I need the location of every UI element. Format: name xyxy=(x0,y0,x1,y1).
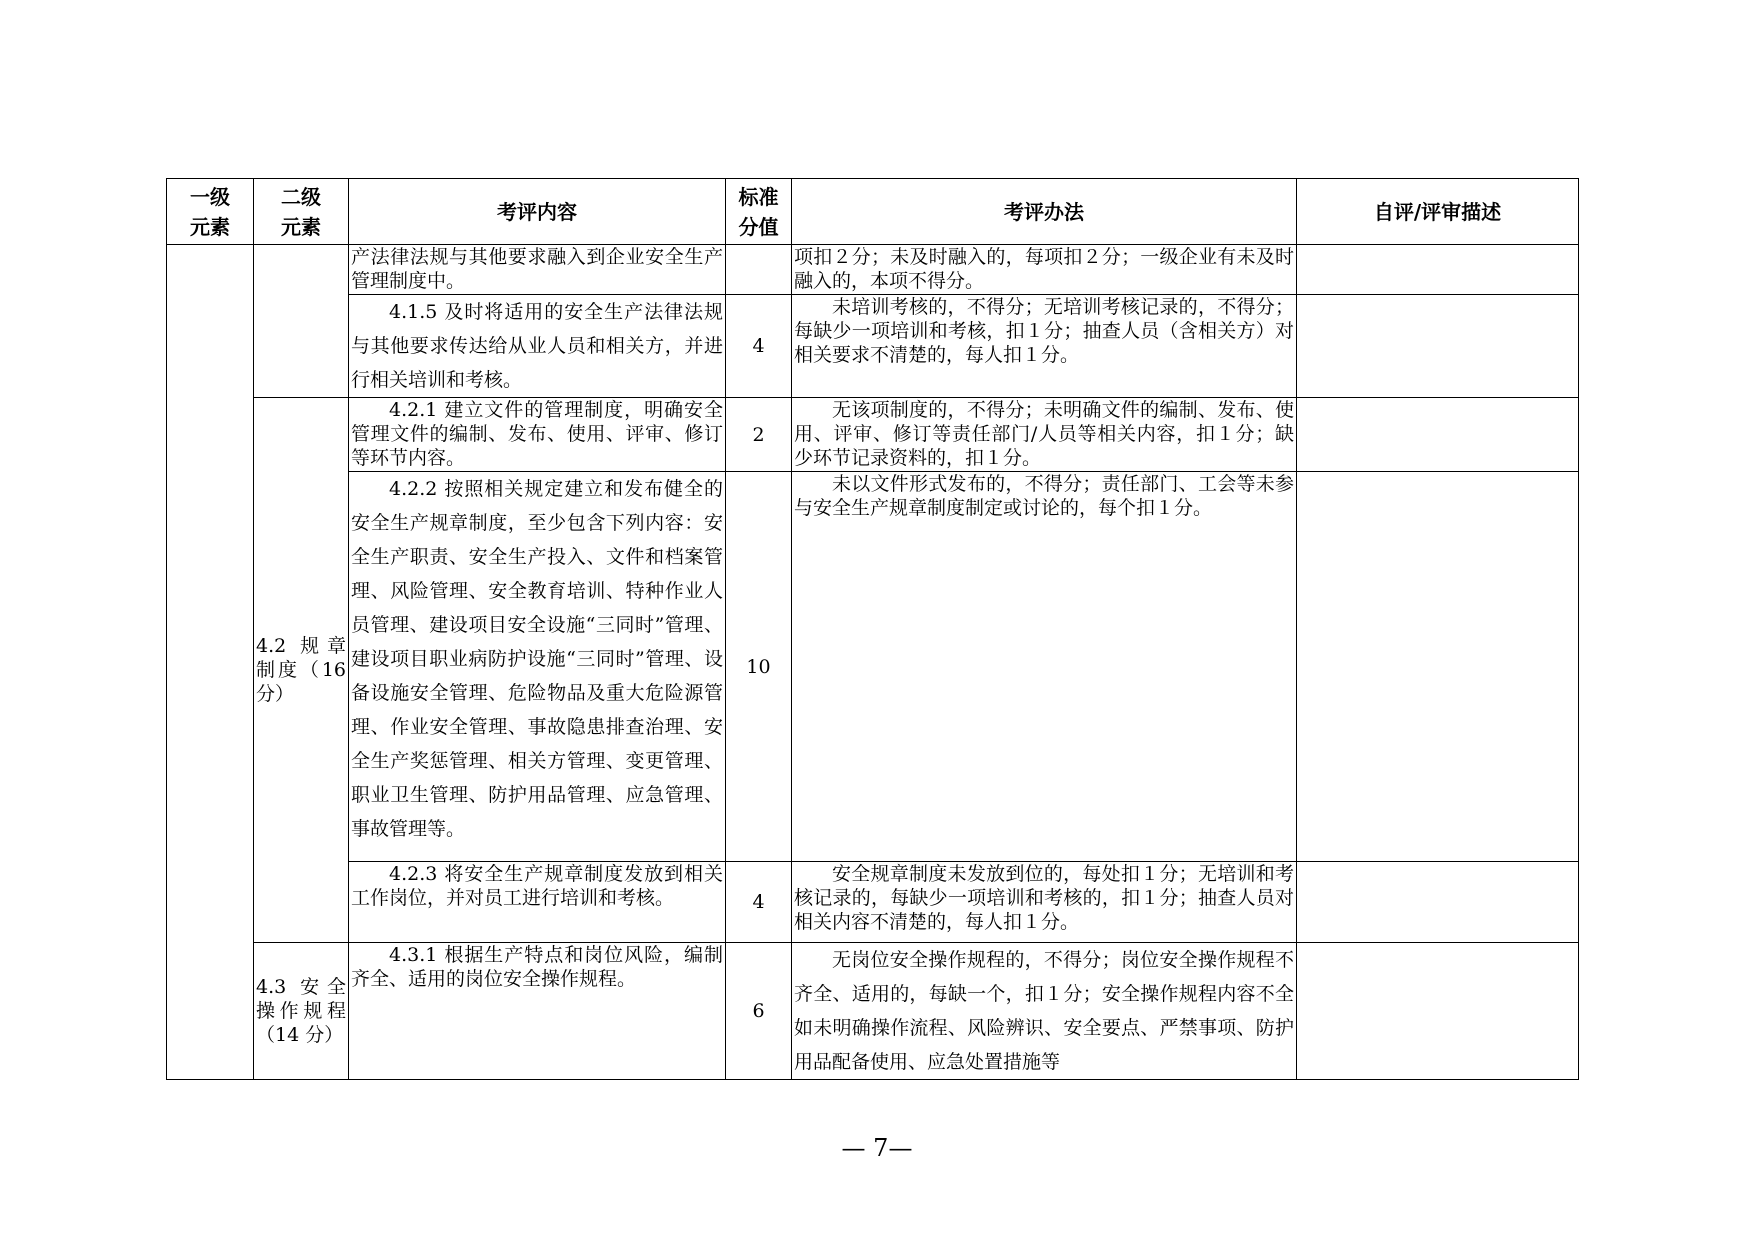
content-cell: 4.1.5 及时将适用的安全生产法律法规与其他要求传达给从业人员和相关方，并进行相关培训和考核。 xyxy=(349,295,726,398)
content-cell: 产法律法规与其他要求融入到企业安全生产管理制度中。 xyxy=(349,245,726,295)
header-level1: 一级 元素 xyxy=(167,179,254,245)
self-eval-cell xyxy=(1297,862,1579,943)
method-cell: 无岗位安全操作规程的，不得分；岗位安全操作规程不齐全、适用的，每缺一个，扣１分；安全操作规程内容不全如未明确操作流程、风险辨识、安全要点、严禁事项、防护用品配备使用、应急处置措施等 xyxy=(792,943,1297,1080)
score-cell: 2 xyxy=(726,398,792,472)
page-number: — 7— xyxy=(841,1134,913,1162)
method-cell: 安全规章制度未发放到位的，每处扣１分；无培训和考核记录的，每缺少一项培训和考核的，扣１分；抽查人员对相关内容不清楚的，每人扣１分。 xyxy=(792,862,1297,943)
score-cell xyxy=(726,245,792,295)
content-cell: 4.2.1 建立文件的管理制度，明确安全管理文件的编制、发布、使用、评审、修订等环节内容。 xyxy=(349,398,726,472)
table-row xyxy=(167,943,1579,1080)
content-cell: 4.2.2 按照相关规定建立和发布健全的安全生产规章制度，至少包含下列内容：安全生产职责、安全生产投入、文件和档案管理、风险管理、安全教育培训、特种作业人员管理、建设项目安全设施“三同时”管理、建设项目职业病防护设施“三同时”管理、设备设施安全管理、危险物品及重大危险源管理、作业安全管理、事故隐患排查治理、安全生产奖惩管理、相关方管理、变更管理、职业卫生管理、防护用品管理、应急管理、事故管理等。 xyxy=(349,472,726,862)
self-eval-cell xyxy=(1297,472,1579,862)
content-cell: 4.3.1 根据生产特点和岗位风险，编制齐全、适用的岗位安全操作规程。 xyxy=(349,943,726,1080)
header-level2: 二级 元素 xyxy=(254,179,349,245)
table-row xyxy=(167,295,1579,398)
score-cell: 10 xyxy=(726,472,792,862)
score-cell: 6 xyxy=(726,943,792,1080)
header-method: 考评办法 xyxy=(792,179,1297,245)
table-row xyxy=(167,398,1579,472)
self-eval-cell xyxy=(1297,398,1579,472)
header-score: 标准 分值 xyxy=(726,179,792,245)
level2-cell xyxy=(254,245,349,398)
level1-cell xyxy=(167,245,254,1080)
self-eval-cell xyxy=(1297,943,1579,1080)
self-eval-cell xyxy=(1297,295,1579,398)
method-cell: 未培训考核的，不得分；无培训考核记录的，不得分；每缺少一项培训和考核，扣１分；抽查人员（含相关方）对相关要求不清楚的，每人扣１分。 xyxy=(792,295,1297,398)
table-row xyxy=(167,245,1579,295)
self-eval-cell xyxy=(1297,245,1579,295)
evaluation-table xyxy=(166,178,1579,1080)
header-self-eval: 自评/评审描述 xyxy=(1297,179,1579,245)
score-cell: 4 xyxy=(726,862,792,943)
score-cell: 4 xyxy=(726,295,792,398)
method-cell: 未以文件形式发布的，不得分；责任部门、工会等未参与安全生产规章制度制定或讨论的，每个扣１分。 xyxy=(792,472,1297,862)
header-row xyxy=(167,179,1579,245)
method-cell: 无该项制度的，不得分；未明确文件的编制、发布、使用、评审、修订等责任部门/人员等相关内容，扣１分；缺少环节记录资料的，扣１分。 xyxy=(792,398,1297,472)
level2-cell-4-2: 4.2 规章制度（16 分） xyxy=(254,398,349,943)
header-content: 考评内容 xyxy=(349,179,726,245)
method-cell: 项扣２分；未及时融入的，每项扣２分；一级企业有未及时融入的，本项不得分。 xyxy=(792,245,1297,295)
content-cell: 4.2.3 将安全生产规章制度发放到相关工作岗位，并对员工进行培训和考核。 xyxy=(349,862,726,943)
table-row xyxy=(167,472,1579,862)
level2-cell-4-3: 4.3 安全操作规程（14 分） xyxy=(254,943,349,1080)
table-row xyxy=(167,862,1579,943)
